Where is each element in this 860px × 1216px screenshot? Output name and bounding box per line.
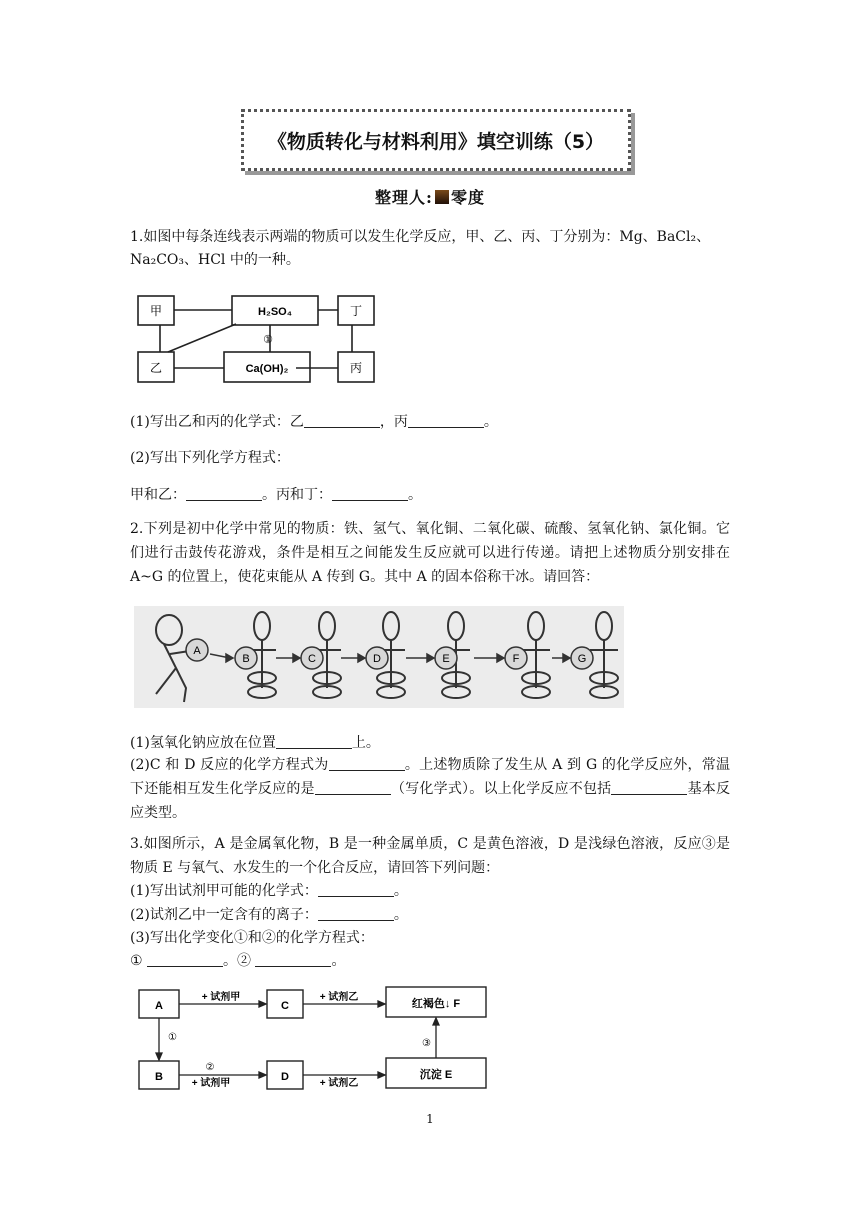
q3-sub4-text-a: ① (130, 953, 143, 969)
q1-sub3-text-b: 。丙和丁： (262, 487, 332, 503)
q3-sub4-text-c: 。 (331, 953, 346, 969)
q3-sub2-text-a: (2)试剂乙中一定含有的离子： (130, 907, 318, 923)
q2-sub2-text-a: (2)C 和 D 反应的化学方程式为 (130, 757, 329, 773)
position-F: F (512, 653, 520, 665)
q3-stem: 3.如图所示，A 是金属氧化物，B 是一种金属单质，C 是黄色溶液，D 是浅绿色溶液，反应③是物质 E 与氧气、水发生的一个化合反应，请回答下列问题： (130, 836, 730, 876)
compiler-name: 零度 (450, 188, 485, 207)
q2-sub2-text-d: 基本反应类型。 (130, 781, 731, 821)
node-jia: 甲 (149, 304, 163, 318)
q3-sub4-text-b: 。② (223, 953, 252, 969)
position-E: E (442, 653, 450, 665)
node-C: C (281, 1000, 289, 1012)
node-bing: 丙 (349, 361, 363, 375)
q1-stem-line1: 1.如图中每条连线表示两端的物质可以发生化学反应，甲、乙、丙、丁分别为：Mg、BaCl₂、 (130, 229, 711, 245)
answer-blank[interactable] (147, 952, 223, 967)
q2-sub1-text-b: 上。 (351, 735, 380, 751)
q1-sub2: (2)写出下列化学方程式： (130, 450, 290, 466)
node-yi: 乙 (149, 361, 163, 375)
label-reagent-yi-bottom: + 试剂乙 (319, 1078, 359, 1089)
q3-flow-diagram (134, 984, 494, 1092)
q1-sub1-text-b: ，丙 (379, 414, 408, 430)
compiler-label: 整理人: (375, 188, 433, 207)
q3-sub2 (130, 904, 408, 926)
node-D: D (281, 1071, 289, 1083)
answer-blank[interactable] (408, 413, 484, 428)
q3-sub1-text-b: 。 (393, 883, 408, 899)
compiler-line (0, 185, 860, 208)
q3-sub3: (3)写出化学变化①和②的化学方程式： (130, 930, 374, 946)
q3-sub1 (130, 880, 408, 902)
q1-stem-line2: Na₂CO₃、HCl 中的一种。 (130, 252, 300, 268)
q3-sub2-text-b: 。 (393, 907, 408, 923)
answer-blank[interactable] (255, 952, 331, 967)
node-E: 沉淀 E (419, 1069, 453, 1081)
q2-sub2-text-b: 。上述物质除了发生从 A 到 G 的化学反应外，常温下还能相互发生化学反应的是 (130, 757, 731, 797)
position-B: B (242, 653, 250, 665)
label-reagent-yi-top: + 试剂乙 (319, 992, 359, 1003)
q1-sub1 (130, 411, 498, 433)
node-B: B (155, 1071, 163, 1083)
reaction-mark-3: ③ (422, 1038, 431, 1049)
q1-sub3-text-c: 。 (408, 487, 422, 503)
reaction-mark-1: ① (263, 334, 273, 346)
position-A: A (193, 645, 201, 657)
compiler-avatar (435, 190, 449, 204)
node-F: 红褐色↓ F (411, 998, 461, 1010)
answer-blank[interactable] (276, 734, 352, 749)
q2-sub1 (130, 732, 380, 754)
q1-sub3-text-a: 甲和乙： (130, 487, 186, 503)
node-h2so4: H₂SO₄ (258, 306, 292, 318)
answer-blank[interactable] (315, 780, 391, 795)
q1-sub3 (130, 484, 422, 506)
answer-blank[interactable] (304, 413, 380, 428)
answer-blank[interactable] (186, 486, 262, 501)
position-D: D (373, 653, 381, 665)
label-reagent-jia-bottom: + 试剂甲 (191, 1078, 231, 1089)
q2-sub2-text-c: （写化学式）。以上化学反应不包括 (390, 781, 612, 797)
q2-sub1-text-a: (1)氢氧化钠应放在位置 (130, 735, 276, 751)
page-number: 1 (426, 1112, 434, 1126)
q1-reaction-diagram (132, 290, 382, 390)
node-caoh2: Ca(OH)₂ (245, 363, 289, 375)
q1-sub1-text-c: 。 (483, 414, 498, 430)
q1-sub1-text-a: (1)写出乙和丙的化学式：乙 (130, 414, 304, 430)
reaction-mark-2: ② (205, 1062, 215, 1073)
reaction-mark-1: ① (168, 1032, 177, 1043)
answer-blank[interactable] (611, 780, 687, 795)
label-reagent-jia-top: + 试剂甲 (201, 992, 241, 1003)
flower-passing-game-image (134, 606, 624, 708)
answer-blank[interactable] (318, 906, 394, 921)
q3-sub1-text-a: (1)写出试剂甲可能的化学式： (130, 883, 318, 899)
q3-sub4 (130, 950, 345, 972)
position-C: C (308, 653, 316, 665)
node-ding: 丁 (349, 304, 363, 318)
q2-stem: 2.下列是初中化学中常见的物质：铁、氢气、氧化铜、二氧化碳、硫酸、氢氧化钠、氯化铜。它们进行击鼓传花游戏，条件是相互之间能发生反应就可以进行传递。请把上述物质分别安排在 A~G 的位置上，使花束能从 A 传到 G。其中 A 的固本俗称干冰。请回答： (130, 521, 730, 585)
page-title: 《物质转化与材料利用》填空训练（5） (241, 109, 631, 171)
position-G: G (577, 653, 587, 665)
node-A: A (155, 1000, 163, 1012)
answer-blank[interactable] (329, 756, 405, 771)
answer-blank[interactable] (318, 882, 394, 897)
answer-blank[interactable] (332, 486, 408, 501)
q2-sub2 (130, 753, 730, 825)
